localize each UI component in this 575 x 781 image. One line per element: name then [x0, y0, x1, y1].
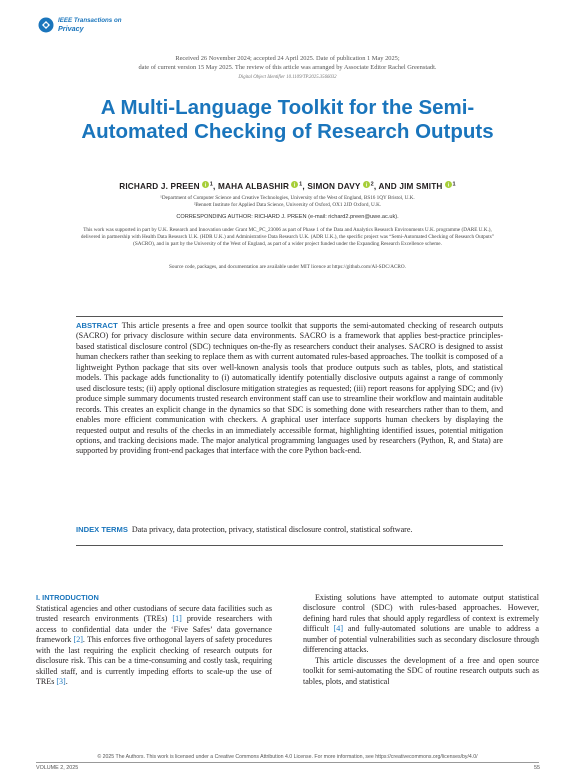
dates-line2: date of current version 15 May 2025. The review of this article was arranged by Associate Editor Rachel Greenstadt.	[138, 63, 437, 71]
author-name: SIMON DAVY	[307, 182, 361, 191]
intro-column-2	[303, 593, 539, 687]
section-heading-introduction: I. INTRODUCTION	[36, 593, 99, 602]
citation-link[interactable]: [2]	[73, 635, 83, 645]
intro-column-1	[36, 604, 272, 688]
svg-text:i: i	[204, 182, 207, 188]
affiliation-1: ¹Department of Computer Science and Creative Technologies, University of the West of England, BS16 1QY Bristol, U.K.	[160, 195, 415, 201]
orcid-icon[interactable]	[202, 181, 209, 188]
svg-text:i: i	[293, 182, 296, 188]
dates-line1: Received 26 November 2024; accepted 24 April 2025. Date of publication 1 May 2025;	[175, 55, 400, 62]
footer-rule	[36, 762, 539, 763]
license-footer: © 2025 The Authors. This work is licensed under a Creative Commons Attribution 4.0 License. For more information, see https://creativecommons.org/licenses/by/4.0/	[97, 754, 478, 760]
page-number: 55	[534, 765, 540, 771]
author-separator: , AND	[373, 182, 400, 191]
abstract-text: This article presents a free and open source toolkit that supports the semi-automated checking of research outputs (SACRO) for privacy disclosure within secure data environments. SACRO is a framework that applies best-practice principles-based statistical disclosure control (SDC) techniques on-the-fly as researchers conduct their analyses. SACRO is designed to assist human checkers rather than seeking to replace them as with current automated rules-based approaches. The toolkit is composed of a lightweight Python package that sits over well-known analysis tools that produce outputs such as tables, plots, and statistical models. This package adds functionality to (i) automatically identify potentially disclosive outputs against a range of commonly used disclosure tests; (ii) apply optional disclosure mitigation strategies as requested; (iii) report reasons for applying SDC; and (iv) produce simple summary documents trusted research environment staff can use to streamline their workflow and maintain auditable records. This creates an explicit change in the dynamics so that SDC is something done with researchers rather than to them, and enables more efficient communication with checkers. A graphical user interface supports human checkers by displaying the requested output and results of the checks in an immediately accessible format, highlighting identified issues, potential mitigation options, and tracking decisions made. The major analytical programming languages used by researchers (Python, R, and Stata) are supported by providing front-end packages that interface with the core Python back-end.	[76, 321, 503, 456]
index-terms-text: Data privacy, data protection, privacy, statistical disclosure control, statistical software.	[131, 525, 413, 534]
intro-paragraph-3: This article discusses the development of a free and open source toolkit for semi-automating the SDC of routine research outputs such as tables, plots, and statistical	[303, 655, 539, 686]
author-affiliation-sup: 2	[370, 181, 374, 188]
orcid-icon[interactable]	[291, 181, 298, 188]
author-affiliation-sup: 1	[209, 181, 214, 188]
author-affiliation-sup: 1	[299, 181, 303, 188]
svg-text:i: i	[447, 182, 449, 188]
citation-link[interactable]: [1]	[172, 614, 182, 624]
volume-label: VOLUME 2, 2025	[36, 765, 79, 771]
affiliation-2: ²Bennett Institute for Applied Data Science, University of Oxford, OX1 2JD Oxford, U.K.	[193, 202, 382, 208]
body-text: Statistical agencies and other custodians of secure data facilities such as trusted research environments (TREs)	[36, 604, 272, 624]
orcid-icon[interactable]	[363, 181, 370, 188]
svg-text:i: i	[365, 182, 367, 188]
article-dates	[0, 55, 575, 72]
ieee-logo-icon	[38, 17, 54, 33]
abstract-bottom-rule	[76, 545, 503, 546]
journal-name-line1: IEEE Transactions on	[58, 17, 122, 24]
author-separator: ,	[213, 182, 218, 191]
author-list	[0, 181, 575, 191]
orcid-icon[interactable]	[445, 181, 452, 188]
author-affiliation-sup: 1	[452, 181, 456, 188]
journal-name-line2: Privacy	[58, 23, 84, 33]
source-code-note: Source code, packages, and documentation are available under MIT licence at https://github.com/AI-SDC/ACRO.	[169, 264, 406, 270]
doi: Digital Object Identifier 10.1109/TP.2025.3566032	[238, 75, 337, 80]
author-name: JIM SMITH	[399, 182, 443, 191]
intro-paragraph-2	[303, 593, 539, 656]
abstract-top-rule	[76, 316, 503, 317]
body-text: Existing solutions have attempted to automate output statistical disclosure control (SDC) with rules-based approaches. However, defining hard rules that should apply regardless of context is extremely difficult	[303, 593, 539, 634]
author-name: MAHA ALBASHIR	[217, 182, 290, 191]
body-text: provide researchers with access to confidential data under the ‘Five Safes’ data governance framework	[36, 614, 272, 645]
index-terms	[76, 525, 503, 535]
body-text: . This enforces five orthogonal layers of safety procedures with the last requiring the explicit checking of research outputs for disclosure risk. This can be a time-consuming and costly task, requiring skilled staff, and is currently impeding efforts to scale-up the use of TREs	[36, 635, 272, 687]
citation-link[interactable]: [3]	[56, 677, 66, 687]
paper-title: A Multi-Language Toolkit for the Semi-Automated Checking of Research Outputs	[81, 96, 494, 143]
abstract	[76, 321, 503, 457]
abstract-heading: ABSTRACT	[76, 321, 118, 330]
corresponding-author: CORRESPONDING AUTHOR: RICHARD J. PREEN (e-mail: richard2.preen@uwe.ac.uk).	[176, 214, 399, 220]
body-text: .	[65, 677, 68, 687]
intro-paragraph-1	[36, 604, 272, 688]
author-separator: ,	[302, 182, 308, 191]
journal-name	[58, 17, 122, 32]
affiliations	[0, 195, 575, 209]
author-name: RICHARD J. PREEN	[119, 182, 200, 191]
index-terms-heading: INDEX TERMS	[76, 525, 128, 534]
body-text: and fully-automated solutions are unable to address a number of potential vulnerabilities such as secondary disclosure through differencing attacks.	[303, 624, 540, 655]
funding-statement: This work was supported in part by U.K. Research and Innovation under Grant MC_PC_23006 as part of Phase 1 of the Data and Analytics Research Environments U.K. programme (DARE U.K.), delivered in partnership with Health Data Research U.K. (HDR U.K.) and Administrative Data Research U.K. (ADR U.K.), the specific project was “Semi-Automated Checking of Research Outputs” (SACRO), and in part by the University of the West of England, as part of a wider project funded under the Expanding Research Excellence scheme.	[80, 227, 495, 248]
citation-link[interactable]: [4]	[333, 624, 344, 634]
